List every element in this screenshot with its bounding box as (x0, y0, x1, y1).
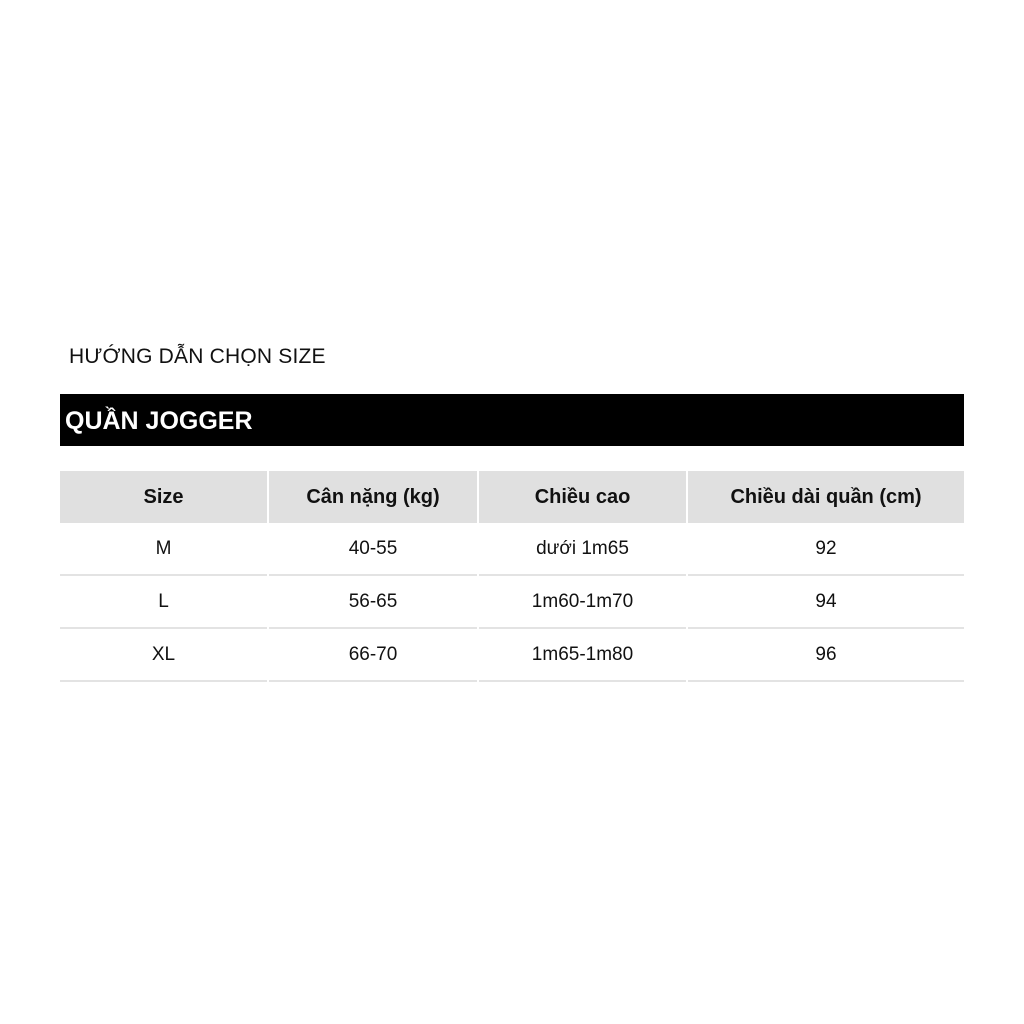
cell-height: 1m65-1m80 (479, 629, 686, 682)
header-pant-length: Chiều dài quần (cm) (688, 471, 964, 523)
cell-size: L (60, 576, 267, 629)
table-header-row (60, 471, 964, 523)
table-row (60, 629, 964, 682)
cell-size: XL (60, 629, 267, 682)
table-row (60, 523, 964, 576)
product-title-bar (60, 394, 964, 446)
cell-pant-length: 92 (688, 523, 964, 576)
cell-pant-length: 96 (688, 629, 964, 682)
cell-height: dưới 1m65 (479, 523, 686, 576)
size-table (60, 471, 964, 682)
cell-weight: 40-55 (269, 523, 477, 576)
product-title: QUẦN JOGGER (65, 407, 253, 435)
cell-weight: 66-70 (269, 629, 477, 682)
header-weight: Cân nặng (kg) (269, 471, 477, 523)
header-size: Size (60, 471, 267, 523)
cell-pant-length: 94 (688, 576, 964, 629)
cell-size: M (60, 523, 267, 576)
cell-height: 1m60-1m70 (479, 576, 686, 629)
size-guide-title: HƯỚNG DẪN CHỌN SIZE (69, 345, 326, 368)
table-row (60, 576, 964, 629)
cell-weight: 56-65 (269, 576, 477, 629)
header-height: Chiều cao (479, 471, 686, 523)
